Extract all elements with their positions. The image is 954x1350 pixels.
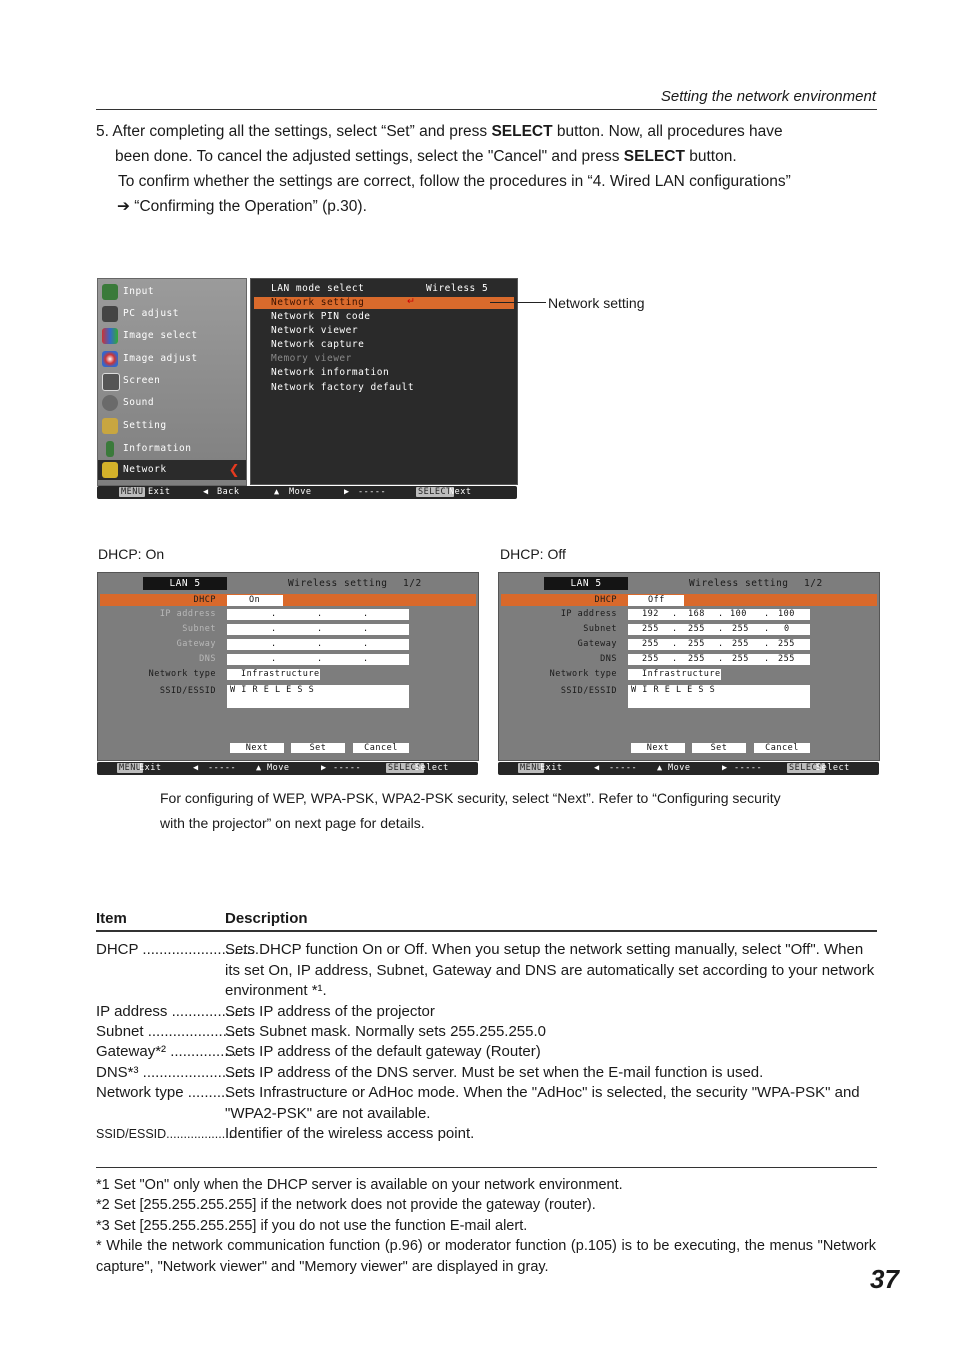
step5-line3: To confirm whether the settings are correct, follow the procedures in “4. Wired LAN configurations”	[118, 173, 791, 190]
lan-mode-value: Wireless 5	[426, 283, 489, 294]
dialog-title: Wireless setting	[288, 578, 388, 589]
dhcp-on-dialog	[97, 572, 479, 761]
image-adjust-icon	[102, 351, 118, 367]
move-icon: ▲	[657, 763, 663, 773]
left-arrow-icon: ◀	[193, 763, 199, 773]
dhcp-off-guide-bar	[498, 762, 879, 775]
page-indicator: 1/2	[804, 578, 823, 589]
move-label: Move	[267, 763, 290, 773]
dashes-label: -----	[208, 763, 237, 773]
select-label: Select	[816, 763, 850, 773]
submenu-network-capture[interactable]: Network capture	[271, 339, 365, 350]
set-button[interactable]: Set	[692, 743, 746, 753]
subnet-field: . . .	[227, 624, 409, 635]
footnote-4: * While the network communication function (p.96) or moderator function (p.105) is to be executing, the menus "Network capture", "Network viewer" and "Memory viewer" are displayed in gray.	[96, 1238, 876, 1275]
submenu-network-factory-default[interactable]: Network factory default	[271, 382, 415, 393]
network-submenu	[250, 278, 518, 485]
enter-icon: ↵	[407, 296, 416, 307]
submenu-network-setting[interactable]: Network setting	[271, 297, 365, 308]
network-type-field[interactable]: Infrastructure	[227, 669, 320, 680]
network-type-field[interactable]: Infrastructure	[628, 669, 721, 680]
submenu-network-information[interactable]: Network information	[271, 367, 390, 378]
move-icon: ▲	[256, 763, 262, 773]
left-arrow-icon: ◀	[594, 763, 600, 773]
label-ip-address: IP address	[560, 609, 617, 619]
menu-item-sound[interactable]: Sound	[98, 393, 246, 413]
running-header: Setting the network environment	[660, 88, 876, 105]
screen-icon	[102, 373, 120, 391]
table-head-item: Item	[96, 910, 127, 927]
submenu-memory-viewer: Memory viewer	[271, 353, 352, 364]
move-icon: ▲	[274, 487, 280, 497]
label-subnet: Subnet	[583, 624, 617, 634]
subnet-field[interactable]: 255 . 255 . 255 . 0	[628, 624, 810, 635]
input-icon	[102, 284, 118, 300]
selected-arrow-icon: ❮	[228, 463, 240, 478]
next-label: Next	[449, 487, 472, 497]
sound-icon	[102, 395, 118, 411]
network-icon	[102, 462, 118, 478]
next-button[interactable]: Next	[631, 743, 685, 753]
label-ip-address: IP address	[159, 609, 216, 619]
exit-label: Exit	[148, 487, 171, 497]
dashes-label-2: -----	[333, 763, 362, 773]
exit-label: Exit	[540, 763, 563, 773]
information-icon	[106, 441, 114, 457]
select-label: Select	[415, 763, 449, 773]
ip-address-field[interactable]: 192 . 168 . 100 . 100	[628, 609, 810, 620]
back-label: Back	[217, 487, 240, 497]
gateway-field: . . .	[227, 639, 409, 650]
right-arrow-icon: ▶	[344, 487, 350, 497]
ssid-field[interactable]: W I R E L E S S	[227, 685, 409, 708]
lan-mode-select-label[interactable]: LAN mode select	[271, 283, 365, 294]
label-ssid: SSID/ESSID	[159, 686, 216, 696]
main-menu-panel	[97, 278, 247, 486]
dashes-label: -----	[358, 487, 387, 497]
select-key: SELECT	[388, 763, 422, 773]
page-indicator: 1/2	[403, 578, 422, 589]
menu-key: MENU	[119, 763, 142, 773]
table-rule-top	[96, 930, 877, 932]
setting-icon	[102, 418, 118, 434]
dashes-label-2: -----	[734, 763, 763, 773]
step5-line1: 5. After completing all the settings, select “Set” and press SELECT button. Now, all procedures have	[96, 123, 783, 140]
table-head-description: Description	[225, 910, 308, 927]
dns-field[interactable]: 255 . 255 . 255 . 255	[628, 654, 810, 665]
caption-dhcp-on: DHCP: On	[98, 546, 165, 562]
set-button[interactable]: Set	[291, 743, 345, 753]
menu-key: MENU	[520, 763, 543, 773]
cancel-button[interactable]: Cancel	[353, 743, 409, 753]
lan-label: LAN 5	[143, 577, 227, 590]
submenu-network-viewer[interactable]: Network viewer	[271, 325, 359, 336]
menu-guide-bar	[97, 486, 517, 499]
dialog-title: Wireless setting	[689, 578, 789, 589]
menu-key: MENU	[121, 487, 144, 497]
move-label: Move	[668, 763, 691, 773]
footnote-1: *1 Set "On" only when the DHCP server is available on your network environment.	[96, 1177, 623, 1193]
dashes-label: -----	[609, 763, 638, 773]
menu-item-image-adjust[interactable]: Image adjust	[98, 349, 246, 369]
exit-label: Exit	[139, 763, 162, 773]
page-number: 37	[870, 1264, 899, 1294]
select-key: SELECT	[789, 763, 823, 773]
submenu-network-pin[interactable]: Network PIN code	[271, 311, 371, 322]
step5-line4: ➔ “Confirming the Operation” (p.30).	[117, 198, 367, 215]
label-network-type: Network type	[549, 669, 617, 679]
label-gateway: Gateway	[577, 639, 617, 649]
label-dhcp: DHCP	[193, 595, 216, 605]
dhcp-value-field[interactable]: Off	[628, 595, 684, 606]
next-button[interactable]: Next	[230, 743, 284, 753]
label-dns: DNS	[600, 654, 617, 664]
label-ssid: SSID/ESSID	[560, 686, 617, 696]
label-network-type: Network type	[148, 669, 216, 679]
header-rule	[96, 109, 877, 110]
label-gateway: Gateway	[176, 639, 216, 649]
table-rule-bottom	[96, 1167, 877, 1168]
image-select-icon	[102, 328, 118, 344]
pc-adjust-icon	[102, 306, 118, 322]
menu-item-pc-adjust[interactable]: PC adjust	[98, 304, 246, 324]
menu-item-image-select[interactable]: Image select	[98, 326, 246, 346]
cancel-button[interactable]: Cancel	[754, 743, 810, 753]
dhcp-value-field[interactable]: On	[227, 595, 283, 606]
label-dhcp: DHCP	[594, 595, 617, 605]
callout-line	[490, 302, 546, 303]
menu-item-setting[interactable]: Setting	[98, 416, 246, 436]
menu-item-input[interactable]: Input	[98, 282, 246, 302]
dhcp-off-dialog	[498, 572, 880, 761]
caption-dhcp-off: DHCP: Off	[500, 546, 566, 562]
ssid-field[interactable]: W I R E L E S S	[628, 685, 810, 708]
menu-item-network[interactable]: Network ❮	[98, 460, 246, 480]
dhcp-on-guide-bar	[97, 762, 478, 775]
footnote-2: *2 Set [255.255.255.255] if the network does not provide the gateway (router).	[96, 1197, 596, 1213]
step5-line2: been done. To cancel the adjusted settings, select the "Cancel" and press SELECT button.	[115, 148, 737, 165]
right-arrow-icon: ▶	[321, 763, 327, 773]
lan-label: LAN 5	[544, 577, 628, 590]
label-dns: DNS	[199, 654, 216, 664]
note-line1: For configuring of WEP, WPA-PSK, WPA2-PSK security, select “Next”. Refer to “Configuring security	[160, 790, 781, 806]
back-arrow-icon: ◀	[203, 487, 209, 497]
callout-network-setting: Network setting	[548, 295, 645, 311]
select-key: SELECT	[418, 487, 452, 497]
dns-field: . . .	[227, 654, 409, 665]
note-line2: with the projector” on next page for details.	[160, 815, 425, 831]
move-label: Move	[289, 487, 312, 497]
menu-item-information[interactable]: Information	[98, 439, 246, 459]
footnote-3: *3 Set [255.255.255.255] if you do not use the function E-mail alert.	[96, 1218, 528, 1234]
gateway-field[interactable]: 255 . 255 . 255 . 255	[628, 639, 810, 650]
label-subnet: Subnet	[182, 624, 216, 634]
ip-address-field: . . .	[227, 609, 409, 620]
right-arrow-icon: ▶	[722, 763, 728, 773]
menu-item-screen[interactable]: Screen	[98, 371, 246, 391]
